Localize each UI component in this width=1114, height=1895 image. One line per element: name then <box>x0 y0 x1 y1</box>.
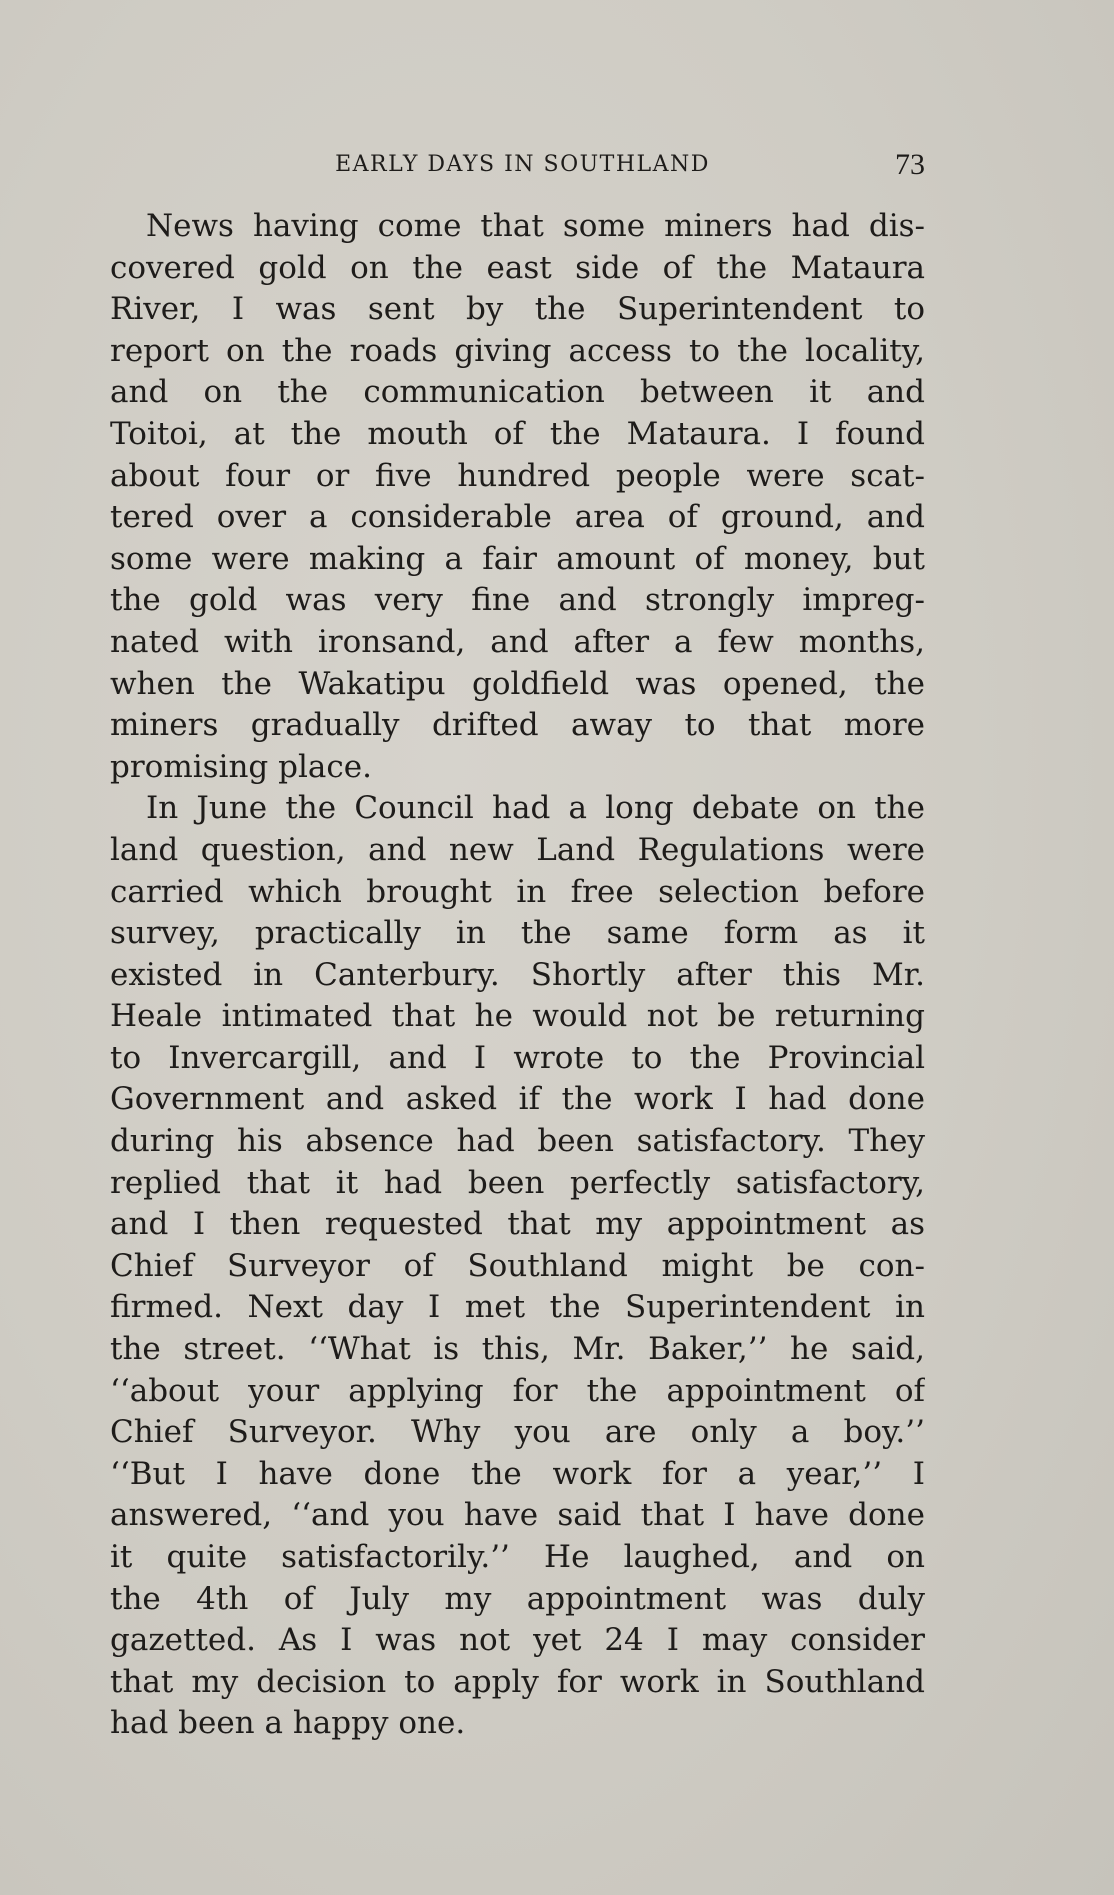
text-line: River, I was sent by the Superintendent to <box>110 291 925 328</box>
text-line: to Invercargill, and I wrote to the Provincial <box>110 1039 925 1076</box>
text-line: miners gradually drifted away to that more <box>110 707 925 744</box>
text-line: survey, practically in the same form as it <box>110 915 925 952</box>
text-line: replied that it had been perfectly satisfactory, <box>110 1164 925 1201</box>
text-line: Government and asked if the work I had done <box>110 1081 925 1118</box>
text-line: during his absence had been satisfactory. They <box>110 1123 925 1160</box>
text-line: it quite satisfactorily.’’ He laughed, and on <box>110 1539 925 1575</box>
text-line: and I then requested that my appointment as <box>110 1206 925 1243</box>
text-line: had been a happy one. <box>110 1705 466 1742</box>
text-line: Heale intimated that he would not be returning <box>110 998 925 1035</box>
text-line: carried which brought in free selection before <box>110 873 925 910</box>
text-line: and on the communication between it and <box>110 374 925 411</box>
text-line: about four or five hundred people were scat- <box>110 457 925 494</box>
text-line: Chief Surveyor. Why you are only a boy.’’ <box>110 1414 925 1451</box>
paragraph-2 <box>110 788 925 1745</box>
text-line: News having come that some miners had dis- <box>146 208 925 244</box>
text-line: that my decision to apply for work in Southland <box>110 1663 925 1700</box>
text-line: the 4th of July my appointment was duly <box>110 1580 925 1617</box>
running-title: EARLY DAYS IN SOUTHLAND <box>335 152 710 177</box>
text-line: ‘‘about your applying for the appointment of <box>110 1372 925 1409</box>
text-line: tered over a considerable area of ground, and <box>110 499 925 536</box>
running-head <box>110 148 925 188</box>
text-line: Toitoi, at the mouth of the Mataura. I found <box>110 415 925 452</box>
text-line: answered, ‘‘and you have said that I have done <box>110 1497 925 1534</box>
text-line: report on the roads giving access to the locality, <box>110 332 925 369</box>
text-line: the gold was very fine and strongly impreg- <box>110 582 925 619</box>
text-line: land question, and new Land Regulations were <box>110 831 925 868</box>
text-line: In June the Council had a long debate on the <box>146 790 925 827</box>
paragraph-1 <box>110 206 925 788</box>
text-line: covered gold on the east side of the Mataura <box>110 249 925 286</box>
page-number: 73 <box>895 148 925 181</box>
body-text <box>110 206 925 1745</box>
text-line: nated with ironsand, and after a few months, <box>110 623 925 660</box>
text-line: when the Wakatipu goldfield was opened, the <box>110 665 925 702</box>
text-line: gazetted. As I was not yet 24 I may consider <box>110 1622 925 1659</box>
text-line: the street. ‘‘What is this, Mr. Baker,’’ he said, <box>110 1331 925 1368</box>
text-line: firmed. Next day I met the Superintendent in <box>110 1289 925 1326</box>
text-line: Chief Surveyor of Southland might be con- <box>110 1247 925 1284</box>
text-line: some were making a fair amount of money, but <box>110 540 925 577</box>
text-line: existed in Canterbury. Shortly after this Mr. <box>110 956 925 993</box>
text-line: promising place. <box>110 748 372 785</box>
text-line: ‘‘But I have done the work for a year,’’ I <box>110 1455 925 1492</box>
